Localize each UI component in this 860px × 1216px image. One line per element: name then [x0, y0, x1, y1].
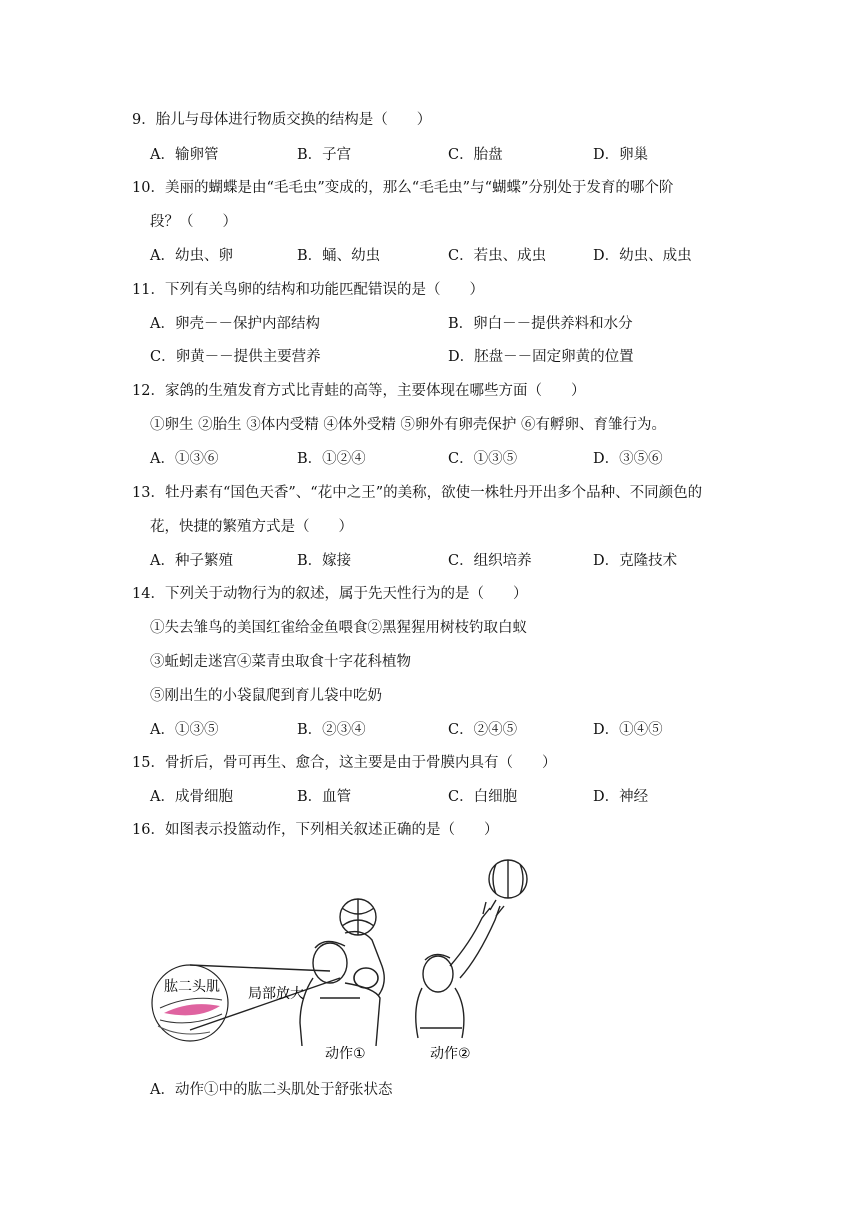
q9-option-c[interactable]: C．胎盘: [448, 147, 503, 163]
question-14-stem: 14．下列关于动物行为的叙述，属于先天性行为的是（ ）: [132, 586, 528, 602]
q15-option-b[interactable]: B．血管: [297, 789, 352, 805]
q13-option-a[interactable]: A．种子繁殖: [150, 553, 233, 569]
biceps-label: 肱二头肌: [164, 979, 220, 995]
question-14-items-line: ⑤刚出生的小袋鼠爬到育儿袋中吃奶: [150, 688, 382, 704]
q14-option-b[interactable]: B．②③④: [297, 722, 366, 738]
q10-option-b[interactable]: B．蛹、幼虫: [297, 248, 381, 264]
question-14-items-line: ①失去雏鸟的美国红雀给金鱼喂食②黑猩猩用树枝钓取白蚁: [150, 620, 527, 636]
question-10-stem-cont: 段？（ ）: [150, 214, 237, 230]
q14-option-d[interactable]: D．①④⑤: [593, 722, 663, 738]
q15-option-c[interactable]: C．白细胞: [448, 789, 518, 805]
q9-option-b[interactable]: B．子宫: [297, 147, 352, 163]
question-10-stem: 10．美丽的蝴蝶是由“毛毛虫”变成的，那么“毛毛虫”与“蝴蝶”分别处于发育的哪个阶: [132, 180, 674, 196]
biceps-muscle-detail: [158, 998, 222, 1034]
question-11-stem: 11．下列有关鸟卵的结构和功能匹配错误的是（ ）: [132, 282, 484, 298]
q16-option-a[interactable]: A．动作①中的肱二头肌处于舒张状态: [150, 1082, 393, 1098]
q11-option-d[interactable]: D．胚盘－－固定卵黄的位置: [448, 349, 634, 365]
question-13-stem: 13．牡丹素有“国色天香”、“花中之王”的美称，欲使一株牡丹开出多个品种、不同颜色的: [132, 485, 703, 501]
q14-option-c[interactable]: C．②④⑤: [448, 722, 518, 738]
q10-option-a[interactable]: A．幼虫、卵: [150, 248, 233, 264]
question-12-items: ①卵生 ②胎生 ③体内受精 ④体外受精 ⑤卵外有卵壳保护 ⑥有孵卵、育雏行为。: [150, 417, 667, 433]
q12-option-b[interactable]: B．①②④: [297, 451, 366, 467]
basketball-shooting-figure: [150, 848, 550, 1073]
q11-option-a[interactable]: A．卵壳－－保护内部结构: [150, 316, 320, 332]
q13-option-d[interactable]: D．克隆技术: [593, 553, 678, 569]
q9-option-d[interactable]: D．卵巢: [593, 147, 649, 163]
question-9-stem: 9．胎儿与母体进行物质交换的结构是（ ）: [132, 112, 432, 128]
question-15-stem: 15．骨折后，骨可再生、愈合，这主要是由于骨膜内具有（ ）: [132, 755, 557, 771]
q12-option-c[interactable]: C．①③⑤: [448, 451, 518, 467]
q13-option-c[interactable]: C．组织培养: [448, 553, 532, 569]
question-16-stem: 16．如图表示投篮动作，下列相关叙述正确的是（ ）: [132, 822, 499, 838]
q14-option-a[interactable]: A．①③⑤: [150, 722, 219, 738]
question-14-items-line: ③蚯蚓走迷宫④菜青虫取食十字花科植物: [150, 654, 411, 670]
q12-option-a[interactable]: A．①③⑥: [150, 451, 219, 467]
q15-option-a[interactable]: A．成骨细胞: [150, 789, 233, 805]
zoom-label: 局部放大: [248, 986, 304, 1002]
q9-option-a[interactable]: A．输卵管: [150, 147, 219, 163]
action-1-label: 动作①: [325, 1046, 366, 1062]
q11-option-b[interactable]: B．卵白－－提供养料和水分: [448, 316, 633, 332]
question-13-stem-cont: 花，快捷的繁殖方式是（ ）: [150, 519, 353, 535]
q15-option-d[interactable]: D．神经: [593, 789, 649, 805]
q12-option-d[interactable]: D．③⑤⑥: [593, 451, 663, 467]
q13-option-b[interactable]: B．嫁接: [297, 553, 352, 569]
q10-option-d[interactable]: D．幼虫、成虫: [593, 248, 692, 264]
question-12-stem: 12．家鸽的生殖发育方式比青蛙的高等，主要体现在哪些方面（ ）: [132, 383, 586, 399]
q11-option-c[interactable]: C．卵黄－－提供主要营养: [150, 349, 321, 365]
q10-option-c[interactable]: C．若虫、成虫: [448, 248, 547, 264]
action-2-label: 动作②: [430, 1046, 471, 1062]
